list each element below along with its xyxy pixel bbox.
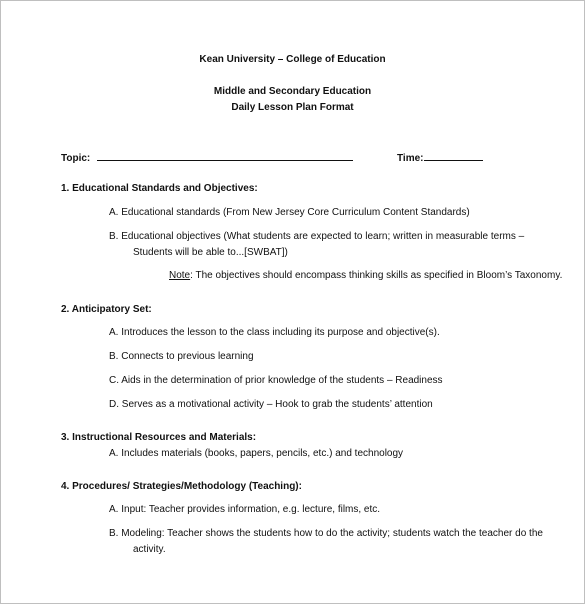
- note-label: Note: [169, 270, 191, 281]
- time-label: Time:: [397, 153, 424, 164]
- topic-label: Topic:: [61, 153, 91, 164]
- list-item: B. Educational objectives (What students are expected to learn; written in measurable terms –: [109, 231, 525, 242]
- list-item: C. Aids in the determination of prior knowledge of the students – Readiness: [109, 375, 443, 386]
- list-item: A. Input: Teacher provides information, e.g. lecture, films, etc.: [109, 504, 381, 515]
- section-heading: 1. Educational Standards and Objectives:: [61, 183, 258, 194]
- format-title: Daily Lesson Plan Format: [231, 102, 354, 113]
- time-field: [397, 151, 483, 164]
- time-blank: [424, 151, 483, 161]
- section-heading: 2. Anticipatory Set:: [61, 304, 152, 315]
- list-item: D. Serves as a motivational activity – Hook to grab the students’ attention: [109, 399, 433, 410]
- list-item: A. Includes materials (books, papers, pencils, etc.) and technology: [109, 448, 404, 459]
- note-text: : The objectives should encompass thinking skills as specified in Bloom’s Taxonomy.: [190, 270, 563, 281]
- note: [169, 270, 562, 281]
- list-item: A. Introduces the lesson to the class including its purpose and objective(s).: [109, 327, 440, 338]
- list-item-continuation: activity.: [133, 544, 166, 555]
- topic-blank: [97, 151, 353, 161]
- topic-field: [61, 151, 353, 164]
- list-item: B. Connects to previous learning: [109, 351, 254, 362]
- department-title: Middle and Secondary Education: [213, 86, 372, 97]
- list-item-continuation: Students will be able to...[SWBAT]): [133, 247, 288, 258]
- list-item: A. Educational standards (From New Jersey Core Curriculum Content Standards): [109, 207, 470, 218]
- list-item: B. Modeling: Teacher shows the students how to do the activity; students watch the teacher do the: [109, 528, 543, 539]
- university-title: Kean University – College of Education: [199, 54, 386, 65]
- section-heading: 3. Instructional Resources and Materials:: [61, 432, 257, 443]
- section-heading: 4. Procedures/ Strategies/Methodology (Teaching):: [61, 481, 302, 492]
